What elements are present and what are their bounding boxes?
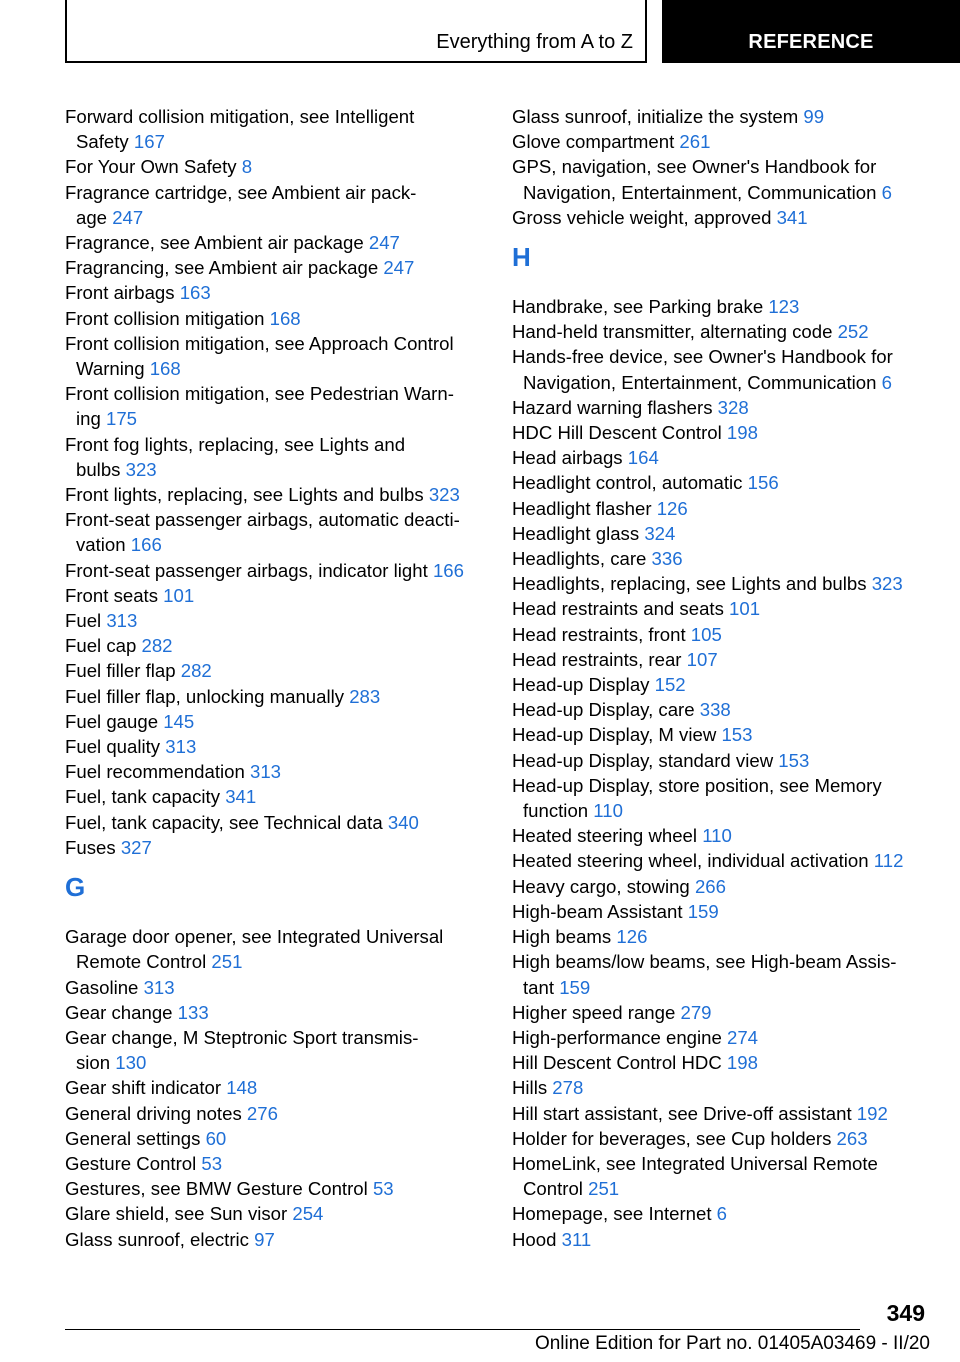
index-page-link[interactable]: 126 <box>616 926 648 948</box>
index-page-link[interactable]: 263 <box>836 1127 868 1149</box>
index-entry <box>65 230 485 255</box>
index-entry-text: General driving notes <box>65 1102 247 1124</box>
index-page-link[interactable]: 266 <box>694 875 726 897</box>
index-page-link[interactable]: 251 <box>211 951 243 973</box>
index-page-link[interactable]: 252 <box>837 321 869 343</box>
index-entry <box>65 381 485 406</box>
index-entry-text: Front airbags <box>65 282 180 304</box>
index-entry <box>65 1201 485 1226</box>
index-entry-text: Front collision mitigation, see Pedestrian Warn‐ <box>65 383 454 405</box>
index-page-link[interactable]: 327 <box>120 836 152 858</box>
index-page-link[interactable]: 107 <box>686 648 718 670</box>
index-entry-text: tant <box>523 976 560 998</box>
index-entry-text: Fuses <box>65 836 121 858</box>
index-entry <box>512 571 932 596</box>
index-entry-text: Fuel gauge <box>65 710 164 732</box>
index-entry-text: Fuel, tank capacity, see Technical data <box>65 811 388 833</box>
index-page-link[interactable]: 336 <box>651 548 683 570</box>
index-entry-text: Head restraints and seats <box>512 598 730 620</box>
index-entry <box>65 1176 485 1201</box>
index-page-link[interactable]: 341 <box>225 786 257 808</box>
index-entry <box>512 1101 932 1126</box>
index-entry <box>65 709 485 734</box>
header-chapter-title: REFERENCE <box>748 31 874 53</box>
index-page-link[interactable]: 254 <box>292 1203 324 1225</box>
index-entry-text: ing <box>76 408 106 430</box>
index-entry-text: Front collision mitigation <box>65 307 270 329</box>
index-entry <box>65 280 485 305</box>
index-entry-text: Hazard warning flashers <box>512 396 718 418</box>
index-entry <box>65 255 485 280</box>
index-entry-continuation <box>512 180 932 205</box>
index-page-link[interactable]: 311 <box>561 1228 592 1250</box>
index-page-link[interactable]: 261 <box>679 131 711 153</box>
index-entry-continuation <box>65 1050 485 1075</box>
index-entry-text: High beams/low beams, see High-beam Assis‐ <box>512 951 897 973</box>
index-entry <box>512 1025 932 1050</box>
index-entry-continuation <box>512 1176 932 1201</box>
index-entry-text: High-beam Assistant <box>512 900 688 922</box>
index-entry-text: Glove compartment <box>512 131 680 153</box>
index-entry-text: Control <box>523 1178 589 1200</box>
index-entry <box>512 395 932 420</box>
index-page-link[interactable]: 313 <box>250 761 282 783</box>
index-entry <box>512 420 932 445</box>
index-page-link[interactable]: 313 <box>106 610 138 632</box>
header-chapter-tab <box>662 0 960 63</box>
index-entry-text: HDC Hill Descent Control <box>512 422 727 444</box>
index-entry-text: Headlights, replacing, see Lights and bulbs <box>512 573 872 595</box>
index-page-link[interactable]: 168 <box>149 358 181 380</box>
index-entry-text: Safety <box>76 131 134 153</box>
index-entry <box>65 558 485 583</box>
index-entry <box>512 104 932 129</box>
header-section-box <box>65 0 647 63</box>
index-entry-text: Head restraints, rear <box>512 648 687 670</box>
footer-edition: Online Edition for Part no. 01405A03469 - II/20 <box>534 1333 930 1354</box>
index-entry <box>65 1227 485 1252</box>
index-entry <box>512 1126 932 1151</box>
index-entry <box>512 823 932 848</box>
index-page-link[interactable]: 112 <box>873 850 904 872</box>
index-page-link[interactable]: 278 <box>552 1077 584 1099</box>
index-entry <box>65 924 485 949</box>
index-entry-text: Gasoline <box>65 976 144 998</box>
index-entry-continuation <box>65 532 485 557</box>
index-entry <box>512 546 932 571</box>
index-page-link[interactable]: 156 <box>747 472 779 494</box>
index-entry-text: Homepage, see Internet <box>512 1203 717 1225</box>
index-entry-text: Hands-free device, see Owner's Handbook for <box>512 346 893 368</box>
index-entry-continuation <box>65 406 485 431</box>
index-entry-text: bulbs <box>76 458 126 480</box>
index-entry <box>512 154 932 179</box>
index-entry <box>512 205 932 230</box>
index-entry-text: Fuel quality <box>65 736 166 758</box>
index-entry-text: Handbrake, see Parking brake <box>512 296 769 318</box>
index-page-link[interactable]: 168 <box>269 307 301 329</box>
index-entry-text: Hand-held transmitter, alternating code <box>512 321 838 343</box>
index-entry-text: Hills <box>512 1077 553 1099</box>
index-page-link[interactable]: 164 <box>627 447 659 469</box>
index-entry-continuation <box>512 798 932 823</box>
index-entry <box>65 1075 485 1100</box>
index-entry-continuation <box>65 205 485 230</box>
index-page-link[interactable]: 153 <box>721 724 753 746</box>
index-entry <box>512 1075 932 1100</box>
index-page-link[interactable]: 192 <box>856 1102 888 1124</box>
index-page-link[interactable]: 283 <box>349 685 381 707</box>
index-entry <box>512 521 932 546</box>
index-entry-text: function <box>523 800 594 822</box>
index-page-link[interactable]: 126 <box>656 497 688 519</box>
page-number: 349 <box>886 1300 925 1326</box>
index-entry-text: Fuel <box>65 610 107 632</box>
index-entry-text: Hill Descent Control HDC <box>512 1052 727 1074</box>
index-entry <box>512 949 932 974</box>
index-entry-text: Fragrance, see Ambient air package <box>65 232 369 254</box>
index-entry <box>65 154 485 179</box>
index-entry-text: Heated steering wheel, individual activation <box>512 850 874 872</box>
index-entry-continuation <box>65 949 485 974</box>
index-page-link[interactable]: 133 <box>177 1001 209 1023</box>
index-entry-continuation <box>65 457 485 482</box>
index-entry <box>65 104 485 129</box>
index-entry-text: Gesture Control <box>65 1152 202 1174</box>
index-entry <box>512 445 932 470</box>
index-entry-text: Fuel, tank capacity <box>65 786 226 808</box>
index-page-link[interactable]: 145 <box>163 710 195 732</box>
index-entry <box>512 748 932 773</box>
index-page-link[interactable]: 6 <box>881 371 892 393</box>
index-column-right <box>512 104 932 1252</box>
index-page-link[interactable]: 247 <box>383 257 415 279</box>
index-page-link[interactable]: 105 <box>690 623 722 645</box>
index-entry <box>65 432 485 457</box>
index-page-link[interactable]: 175 <box>105 408 138 430</box>
index-page-link[interactable]: 328 <box>717 396 749 418</box>
index-entry <box>512 1151 932 1176</box>
index-page-link[interactable]: 198 <box>726 422 758 444</box>
index-entry-continuation <box>65 356 485 381</box>
index-column-left <box>65 104 485 1252</box>
index-page-link[interactable]: 159 <box>559 976 591 998</box>
index-entry-text: sion <box>76 1052 116 1074</box>
index-entry <box>512 129 932 154</box>
index-entry <box>65 633 485 658</box>
index-entry-text: GPS, navigation, see Owner's Handbook for <box>512 156 877 178</box>
index-entry-text: Gear shift indicator <box>65 1077 227 1099</box>
index-entry <box>512 722 932 747</box>
index-page-link[interactable]: 198 <box>726 1052 758 1074</box>
index-entry-text: Gear change <box>65 1001 178 1023</box>
index-entry-text: Hill start assistant, see Drive-off assistant <box>512 1102 857 1124</box>
index-page-link[interactable]: 323 <box>428 484 460 506</box>
index-page-link[interactable]: 324 <box>644 522 676 544</box>
index-entry-continuation <box>512 975 932 1000</box>
index-entry <box>65 482 485 507</box>
index-entry <box>512 924 932 949</box>
index-entry <box>65 684 485 709</box>
index-entry <box>512 319 932 344</box>
index-entry-text: Head restraints, front <box>512 623 691 645</box>
index-page-link[interactable]: 323 <box>125 458 157 480</box>
index-letter-heading: G <box>65 872 86 903</box>
index-entry-text: Fuel filler flap <box>65 660 181 682</box>
index-entry-text: Head-up Display, standard view <box>512 749 779 771</box>
index-entry <box>512 294 932 319</box>
index-entry-text: For Your Own Safety <box>65 156 242 178</box>
index-page-link[interactable]: 341 <box>776 206 808 228</box>
index-entry-text: Gestures, see BMW Gesture Control <box>65 1178 373 1200</box>
index-page-link[interactable]: 247 <box>368 232 400 254</box>
index-entry-text: Headlight glass <box>512 522 645 544</box>
index-entry-text: Higher speed range <box>512 1001 681 1023</box>
index-entry-text: Forward collision mitigation, see Intelligent <box>65 106 415 127</box>
index-entry <box>65 331 485 356</box>
index-entry <box>512 1201 932 1226</box>
index-entry <box>512 622 932 647</box>
index-page-link[interactable]: 166 <box>432 559 464 581</box>
index-page-link[interactable]: 152 <box>654 674 686 696</box>
index-entry-text: Front collision mitigation, see Approach Control <box>65 332 454 354</box>
index-entry <box>65 784 485 809</box>
index-entry <box>65 1126 485 1151</box>
index-entry-text: Headlight control, automatic <box>512 472 748 494</box>
index-entry-text: Navigation, Entertainment, Communication <box>523 181 882 203</box>
index-entry <box>65 1000 485 1025</box>
index-entry-text: Front fog lights, replacing, see Lights and <box>65 433 406 455</box>
index-page-link[interactable]: 110 <box>702 825 732 847</box>
index-entry-text: HomeLink, see Integrated Universal Remote <box>512 1152 878 1174</box>
index-page-link[interactable]: 6 <box>716 1203 728 1225</box>
index-entry <box>65 306 485 331</box>
index-entry <box>512 773 932 798</box>
index-page-link[interactable]: 279 <box>680 1001 712 1023</box>
index-entry-continuation <box>65 129 485 154</box>
index-page-link[interactable]: 101 <box>729 598 761 620</box>
index-entry-text: Navigation, Entertainment, Communication <box>523 371 882 393</box>
index-page-link[interactable]: 338 <box>699 699 731 721</box>
index-entry <box>512 470 932 495</box>
index-page-link[interactable]: 247 <box>112 206 144 228</box>
index-entry <box>512 596 932 621</box>
index-entry <box>512 1050 932 1075</box>
index-entry-text: Hood <box>512 1228 562 1250</box>
index-entry-continuation <box>512 370 932 395</box>
index-page-link[interactable]: 166 <box>130 534 162 556</box>
index-entry-text: Fuel filler flap, unlocking manually <box>65 685 350 707</box>
index-page-link[interactable]: 323 <box>871 573 903 595</box>
index-entry-text: High-performance engine <box>512 1026 727 1048</box>
index-page-link[interactable]: 53 <box>372 1178 394 1200</box>
index-entry-text: Heavy cargo, stowing <box>512 875 695 897</box>
index-page-link[interactable]: 274 <box>726 1026 759 1048</box>
index-entry <box>65 608 485 633</box>
index-page-link[interactable]: 276 <box>246 1102 278 1124</box>
index-entry <box>65 1151 485 1176</box>
index-page-link[interactable]: 282 <box>141 635 173 657</box>
index-entry-text: General settings <box>65 1127 206 1149</box>
index-page-link[interactable]: 110 <box>593 800 623 822</box>
index-entry-text: vation <box>76 534 131 556</box>
index-entry-text: High beams <box>512 926 617 948</box>
index-entry <box>512 1227 932 1252</box>
index-entry-text: Heated steering wheel <box>512 825 703 847</box>
index-entry-text: Fragrancing, see Ambient air package <box>65 257 384 279</box>
index-entry <box>65 1101 485 1126</box>
index-entry <box>512 496 932 521</box>
index-page-link[interactable]: 130 <box>115 1052 147 1074</box>
index-page-link[interactable]: 123 <box>768 296 800 318</box>
index-entry <box>65 975 485 1000</box>
index-page-link[interactable]: 153 <box>778 749 810 771</box>
index-page-link[interactable]: 159 <box>687 900 719 922</box>
index-page-link[interactable]: 148 <box>226 1077 258 1099</box>
index-entry-text: Garage door opener, see Integrated Universal <box>65 926 444 948</box>
index-page-link[interactable]: 97 <box>254 1228 275 1250</box>
index-entry <box>512 848 932 873</box>
index-entry-text: Remote Control <box>76 951 212 973</box>
index-entry <box>512 672 932 697</box>
index-page-link[interactable]: 163 <box>179 282 211 304</box>
index-entry-text: Front lights, replacing, see Lights and bulbs <box>65 484 429 506</box>
index-page-link[interactable]: 340 <box>387 811 419 833</box>
index-entry <box>65 1025 485 1050</box>
index-entry <box>65 734 485 759</box>
index-entry-text: Head-up Display, store position, see Memory <box>512 774 882 796</box>
index-entry-text: Holder for beverages, see Cup holders <box>512 1127 837 1149</box>
index-entry <box>65 835 485 860</box>
index-entry <box>65 759 485 784</box>
index-entry-text: Glass sunroof, initialize the system <box>512 106 804 127</box>
index-entry <box>512 697 932 722</box>
index-page-link[interactable]: 282 <box>180 660 212 682</box>
index-entry-text: Front-seat passenger airbags, automatic deacti‐ <box>65 509 460 531</box>
index-page-link[interactable]: 6 <box>881 181 892 203</box>
index-page-link[interactable]: 101 <box>163 584 195 606</box>
index-entry-text: Headlights, care <box>512 548 652 570</box>
index-entry <box>65 583 485 608</box>
index-page-link[interactable]: 313 <box>143 976 175 998</box>
index-letter-heading: H <box>512 242 531 273</box>
index-page-link[interactable]: 313 <box>165 736 197 758</box>
index-page-link[interactable]: 167 <box>133 131 165 153</box>
index-entry <box>512 1000 932 1025</box>
index-entry-text: Head-up Display, M view <box>512 724 722 746</box>
index-entry <box>65 180 485 205</box>
index-entry <box>65 507 485 532</box>
index-entry-text: Gross vehicle weight, approved <box>512 206 777 228</box>
index-entry <box>512 874 932 899</box>
index-entry <box>512 344 932 369</box>
index-entry-text: age <box>76 206 113 228</box>
index-entry <box>65 658 485 683</box>
index-entry-text: Head-up Display <box>512 674 655 696</box>
index-entry <box>512 647 932 672</box>
index-entry <box>512 899 932 924</box>
index-page-link[interactable]: 99 <box>803 106 825 127</box>
index-entry-text: Front seats <box>65 584 164 606</box>
index-entry-text: Head airbags <box>512 447 628 469</box>
index-entry-text: Fuel cap <box>65 635 142 657</box>
index-page-link[interactable]: 53 <box>201 1152 223 1174</box>
index-entry-text: Warning <box>76 358 150 380</box>
index-entry <box>65 810 485 835</box>
index-entry-text: Gear change, M Steptronic Sport transmis‐ <box>65 1026 419 1048</box>
index-entry-text: Glare shield, see Sun visor <box>65 1203 293 1225</box>
index-entry-text: Front-seat passenger airbags, indicator light <box>65 559 433 581</box>
index-page-link[interactable]: 8 <box>241 156 253 178</box>
index-page-link[interactable]: 251 <box>588 1178 620 1200</box>
index-entry-text: Headlight flasher <box>512 497 657 519</box>
index-entry-text: Head-up Display, care <box>512 699 700 721</box>
header-section-title: Everything from A to Z <box>436 31 633 53</box>
index-entry-text: Fragrance cartridge, see Ambient air pack‐ <box>65 181 417 203</box>
index-page-link[interactable]: 60 <box>205 1127 227 1149</box>
index-entry-text: Fuel recommendation <box>65 761 250 783</box>
index-entry-text: Glass sunroof, electric <box>65 1228 255 1250</box>
